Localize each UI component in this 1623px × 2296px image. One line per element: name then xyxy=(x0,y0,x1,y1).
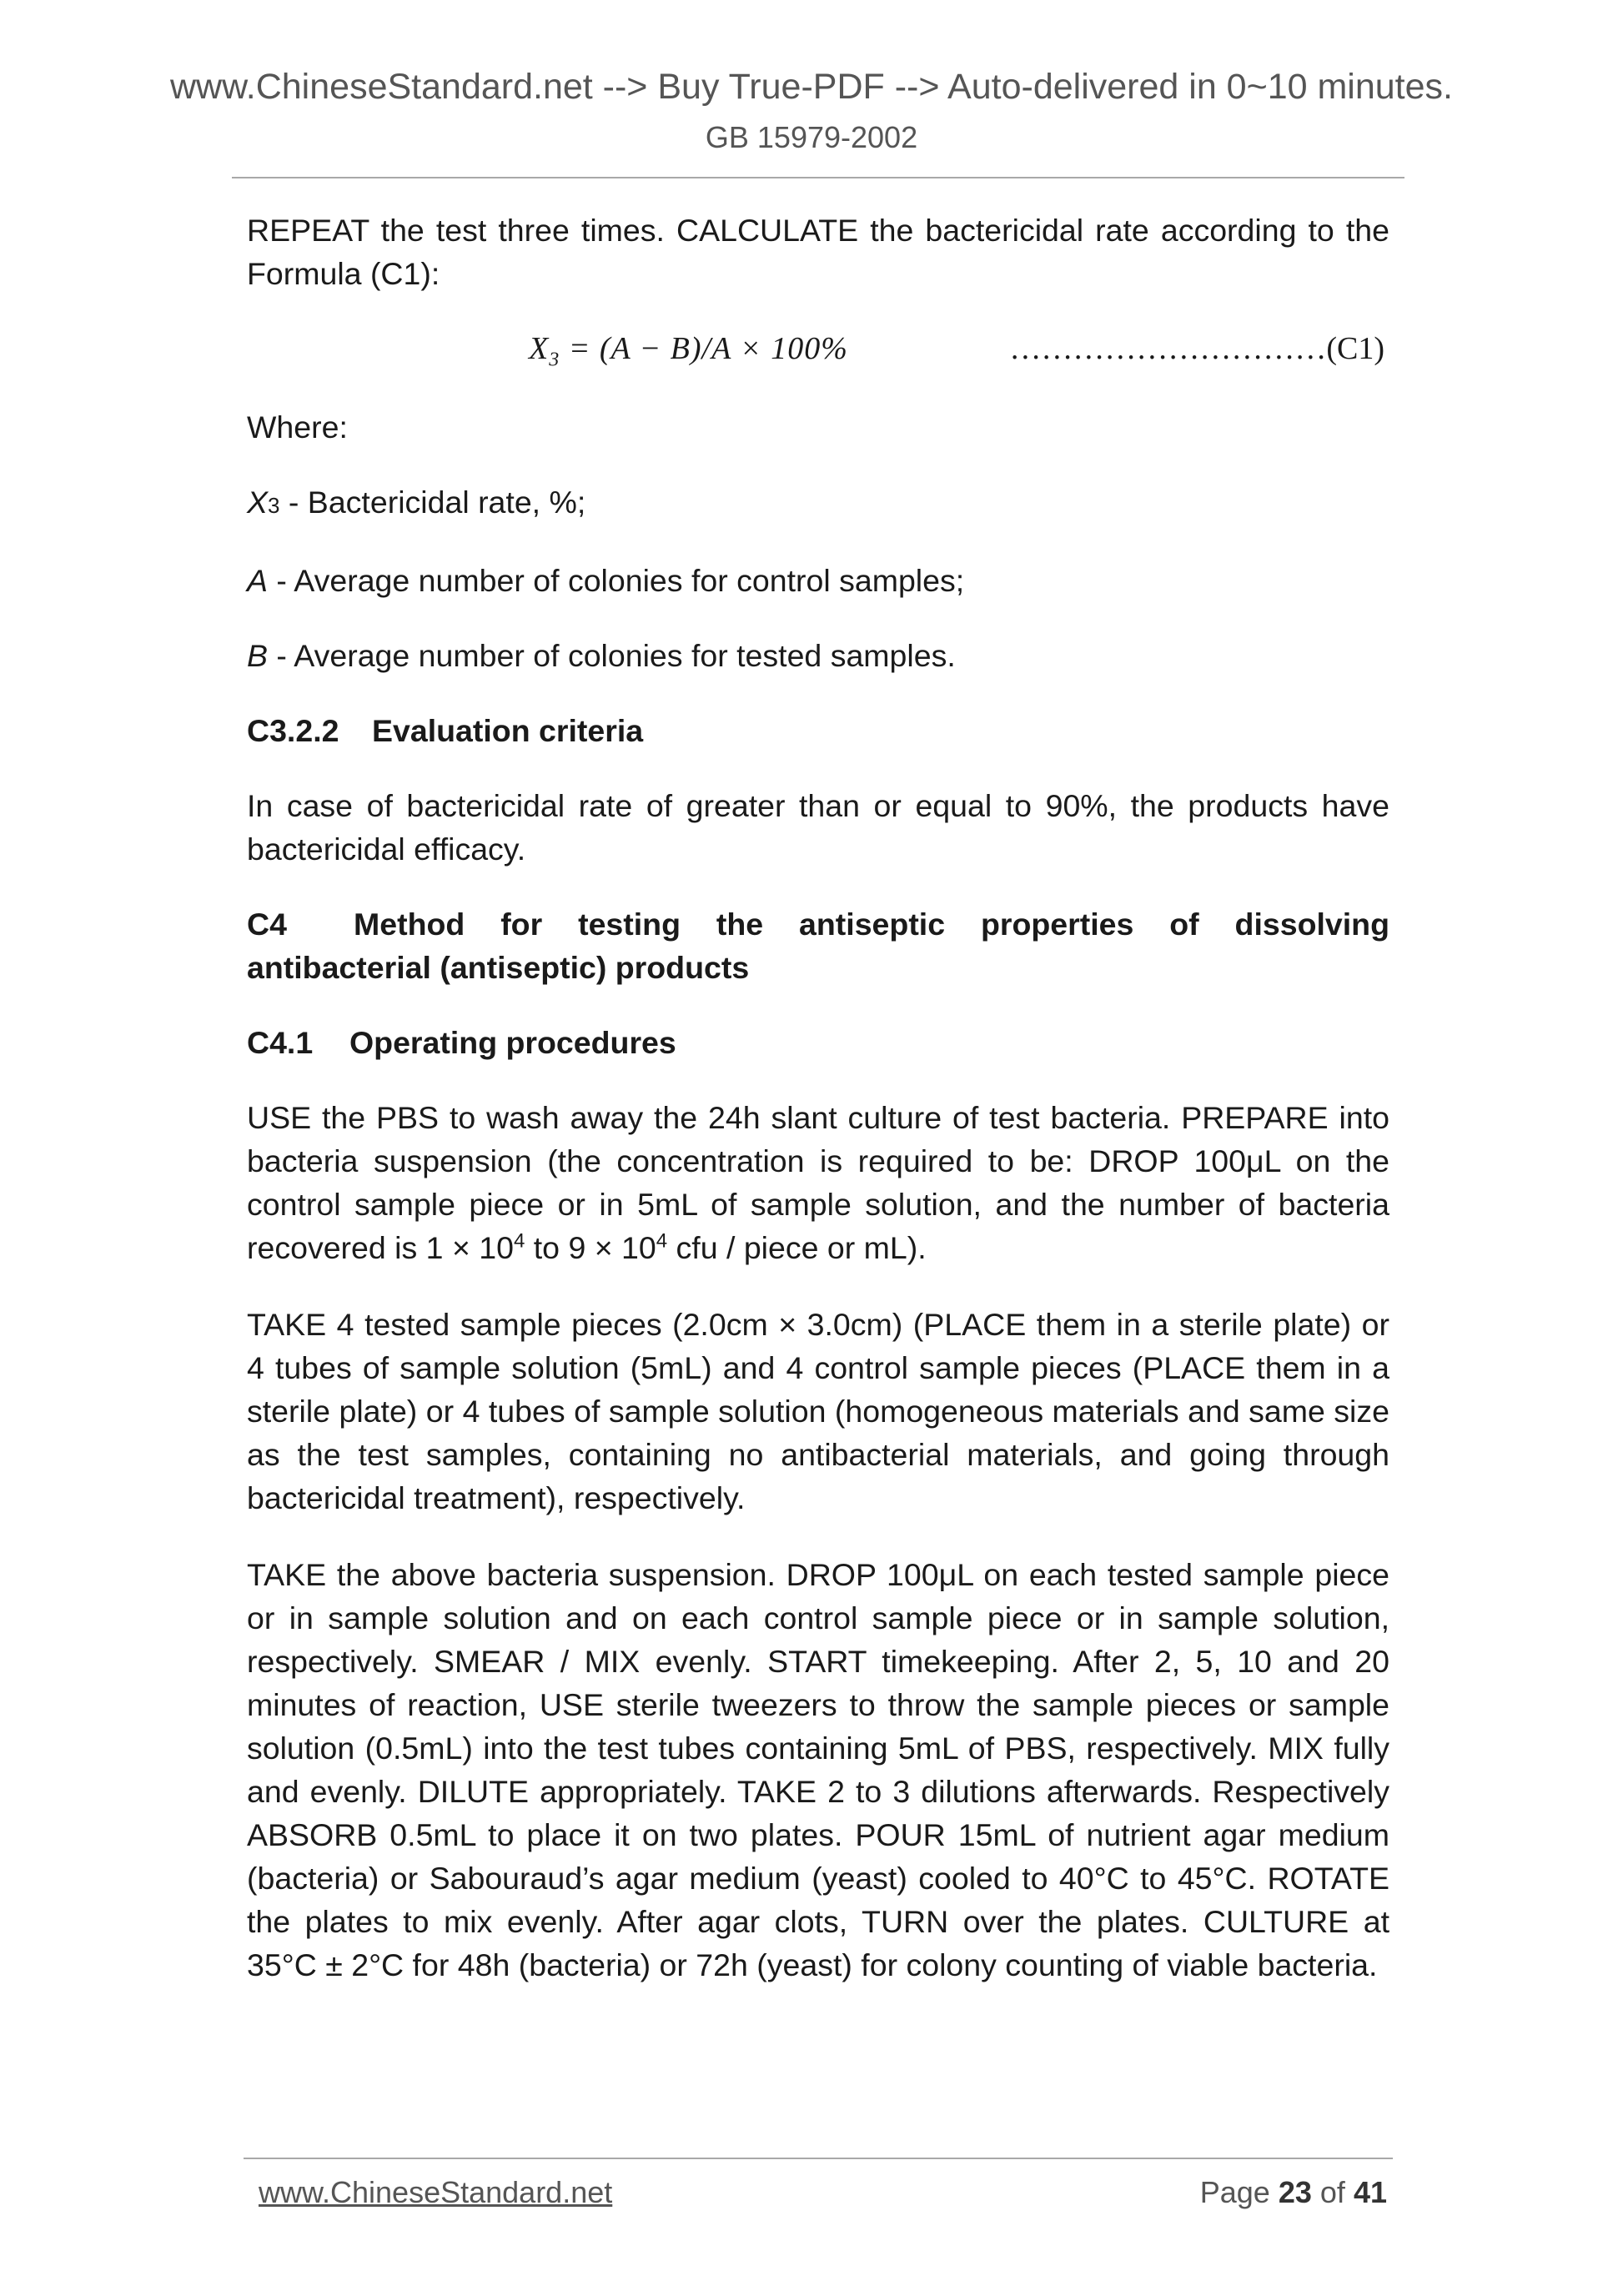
document-id: GB 15979-2002 xyxy=(705,120,918,154)
procedure-paragraph-3: TAKE the above bacteria suspension. DROP 100μL on each tested sample piece or in sample solution and on each control sample piece or in sample solution, respectively. SMEAR / MIX evenly. START timekeeping. After 2, 5, 10 and 20 minutes of reaction, USE sterile tweezers to throw the sample pieces or sample solution (0.5mL) into the test tubes containing 5mL of PBS, respectively. MIX fully and evenly. DILUTE appropriately. TAKE 2 to 3 dilutions afterwards. Respectively ABSORB 0.5mL to place it on two plates. POUR 15mL of nutrient agar medium (bacteria) or Sabouraud’s agar medium (yeast) cooled to 40°C to 45°C. ROTATE the plates to mix evenly. After agar clots, TURN over the plates. CULTURE at 35°C ± 2°C for 48h (bacteria) or 72h (yeast) for colony counting of viable bacteria. xyxy=(247,1557,1389,1982)
footer-divider xyxy=(244,2158,1393,2159)
header-banner: www.ChineseStandard.net --> Buy True-PDF --> Auto-delivered in 0~10 minutes. xyxy=(169,67,1453,107)
formula-expression: $X_3 = (A - B)/A \times 100\%$ xyxy=(529,331,848,371)
evaluation-paragraph: In case of bactericidal rate of greater than or equal to 90%, the products have bactericidal efficacy. xyxy=(247,788,1389,867)
formula-number: …………………………(C1) xyxy=(1009,331,1384,366)
definition-x3: X3 - Bactericidal rate, %; xyxy=(247,485,586,520)
heading-c322: C3.2.2 Evaluation criteria xyxy=(247,713,644,748)
heading-c41: C4.1 Operating procedures xyxy=(247,1025,676,1060)
procedure-paragraph-2: TAKE 4 tested sample pieces (2.0cm × 3.0cm) (PLACE them in a sterile plate) or 4 tubes of sample solution (5mL) and 4 control sample pieces (PLACE them in a sterile plate) or 4 tubes of sample solution (homogeneous materials and same size as the test samples, containing no antibacterial materials, and going through bactericidal treatment), respectively. xyxy=(247,1307,1389,1515)
procedure-paragraph-1: USE the PBS to wash away the 24h slant culture of test bacteria. PREPARE into bacteria suspension (the concentration is required to be: DROP 100μL on the control sample piece or in 5mL of sample solution, and the number of bacteria recovered is $1 \times 10^4$ to $9 \times 10^4$ cfu / piece or mL). xyxy=(247,1100,1389,1265)
where-label: Where: xyxy=(247,409,348,445)
footer-site-link[interactable]: www.ChineseStandard.net xyxy=(259,2175,613,2209)
formula-c1 xyxy=(247,295,1389,405)
page-body xyxy=(247,208,1389,1987)
heading-c4: C4 Method for testing the antiseptic properties of dissolving antibacterial (antiseptic) products xyxy=(247,907,1389,985)
intro-paragraph: REPEAT the test three times. CALCULATE the bactericidal rate according to the Formula (C1): xyxy=(247,213,1389,291)
header-divider xyxy=(232,177,1404,178)
definition-a: A - Average number of colonies for control samples; xyxy=(247,563,965,598)
definition-b: B - Average number of colonies for tested samples. xyxy=(247,638,956,673)
page-number: Page 23 of 41 xyxy=(1199,2175,1387,2209)
